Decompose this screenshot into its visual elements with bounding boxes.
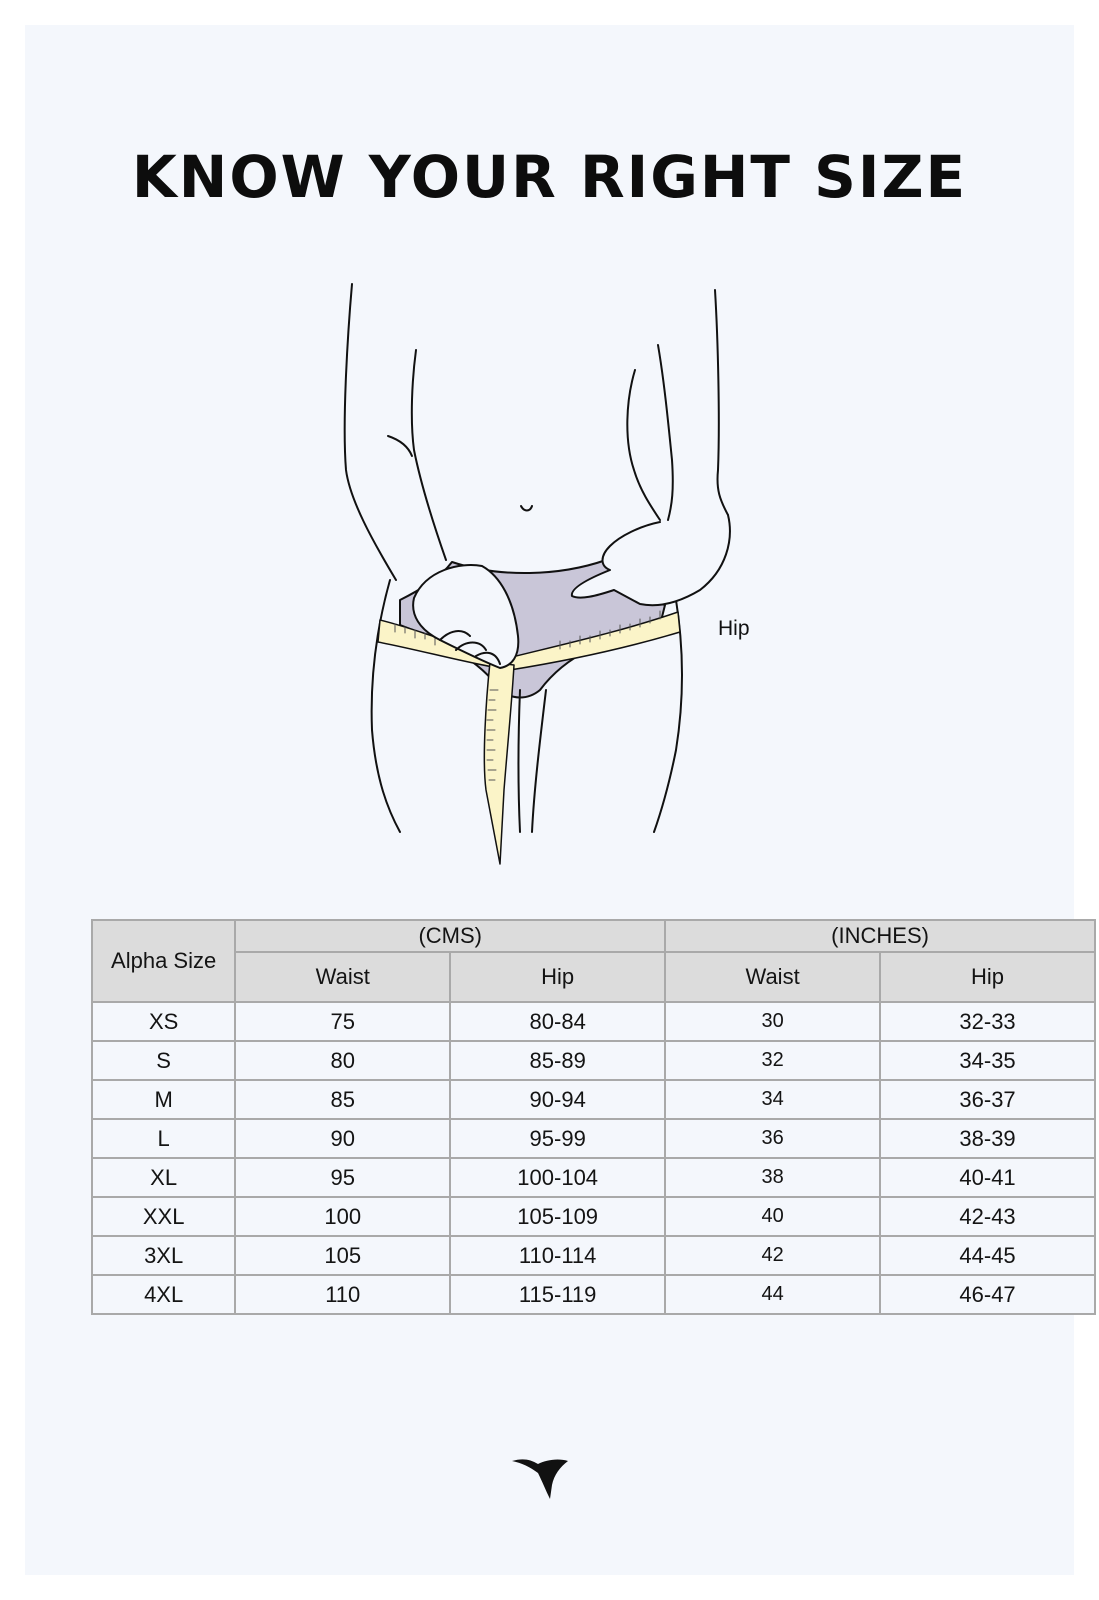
in-waist-cell: 30 [665,1002,880,1041]
in-waist-cell: 42 [665,1236,880,1275]
size-cell: XXL [92,1197,235,1236]
in-hip-cell: 40-41 [880,1158,1095,1197]
table-row [92,1275,1095,1314]
table-row [92,1158,1095,1197]
table-subheader-row [92,952,1095,1002]
in-waist-cell: 36 [665,1119,880,1158]
size-cell: XS [92,1002,235,1041]
cm-hip-cell: 110-114 [450,1236,665,1275]
cm-waist-cell: 105 [235,1236,450,1275]
cm-hip-cell: 100-104 [450,1158,665,1197]
in-hip-cell: 42-43 [880,1197,1095,1236]
table-row [92,1041,1095,1080]
size-cell: M [92,1080,235,1119]
in-waist-cell: 38 [665,1158,880,1197]
torso-left-outline [345,284,396,580]
cm-hip-cell: 115-119 [450,1275,665,1314]
in-hip-cell: 46-47 [880,1275,1095,1314]
cm-waist-cell: 90 [235,1119,450,1158]
size-chart-table [91,919,1096,1315]
right-hand [572,515,730,605]
torso-right-outline [715,290,728,515]
cms-group-header: (CMS) [235,920,665,952]
in-hip-cell: 34-35 [880,1041,1095,1080]
cm-waist-cell: 110 [235,1275,450,1314]
cm-waist-cell: 75 [235,1002,450,1041]
inner-left-leg [519,690,521,832]
measuring-tape-hanging [484,662,514,864]
cm-waist-cell: 80 [235,1041,450,1080]
page-title: KNOW YOUR RIGHT SIZE [131,143,968,211]
table-row [92,1236,1095,1275]
in-hip-cell: 36-37 [880,1080,1095,1119]
in-hip-cell: 32-33 [880,1002,1095,1041]
in-waist-cell: 34 [665,1080,880,1119]
cm-hip-cell: 85-89 [450,1041,665,1080]
cm-waist-cell: 85 [235,1080,450,1119]
arm-left-inner [412,350,446,560]
cm-hip-cell: 80-84 [450,1002,665,1041]
in-waist-cell: 44 [665,1275,880,1314]
hip-measurement-illustration [340,282,760,882]
size-cell: S [92,1041,235,1080]
in-waist-cell: 40 [665,1197,880,1236]
size-cell: L [92,1119,235,1158]
inches-group-header: (INCHES) [665,920,1095,952]
table-group-header-row [92,920,1095,952]
in-hip-cell: 38-39 [880,1119,1095,1158]
cm-waist-cell: 95 [235,1158,450,1197]
waist-right-curve [627,370,660,520]
table-row [92,1119,1095,1158]
in-hip-cell: 44-45 [880,1236,1095,1275]
arm-right-inner [658,345,673,520]
inner-right-leg [532,690,546,832]
cm-hip-cell: 95-99 [450,1119,665,1158]
cm-hip-cell: 105-109 [450,1197,665,1236]
cms-hip-header: Hip [450,952,665,1002]
navel [521,506,532,511]
cms-waist-header: Waist [235,952,450,1002]
hip-label: Hip [718,617,750,640]
size-cell: 4XL [92,1275,235,1314]
table-row [92,1002,1095,1041]
hummingbird-icon [512,1455,576,1505]
size-cell: XL [92,1158,235,1197]
inches-waist-header: Waist [665,952,880,1002]
cm-hip-cell: 90-94 [450,1080,665,1119]
alpha-size-header: Alpha Size [92,920,235,1002]
size-cell: 3XL [92,1236,235,1275]
left-leg [372,580,400,832]
arm-left-curve [388,436,412,456]
in-waist-cell: 32 [665,1041,880,1080]
table-row [92,1080,1095,1119]
table-row [92,1197,1095,1236]
inches-hip-header: Hip [880,952,1095,1002]
cm-waist-cell: 100 [235,1197,450,1236]
